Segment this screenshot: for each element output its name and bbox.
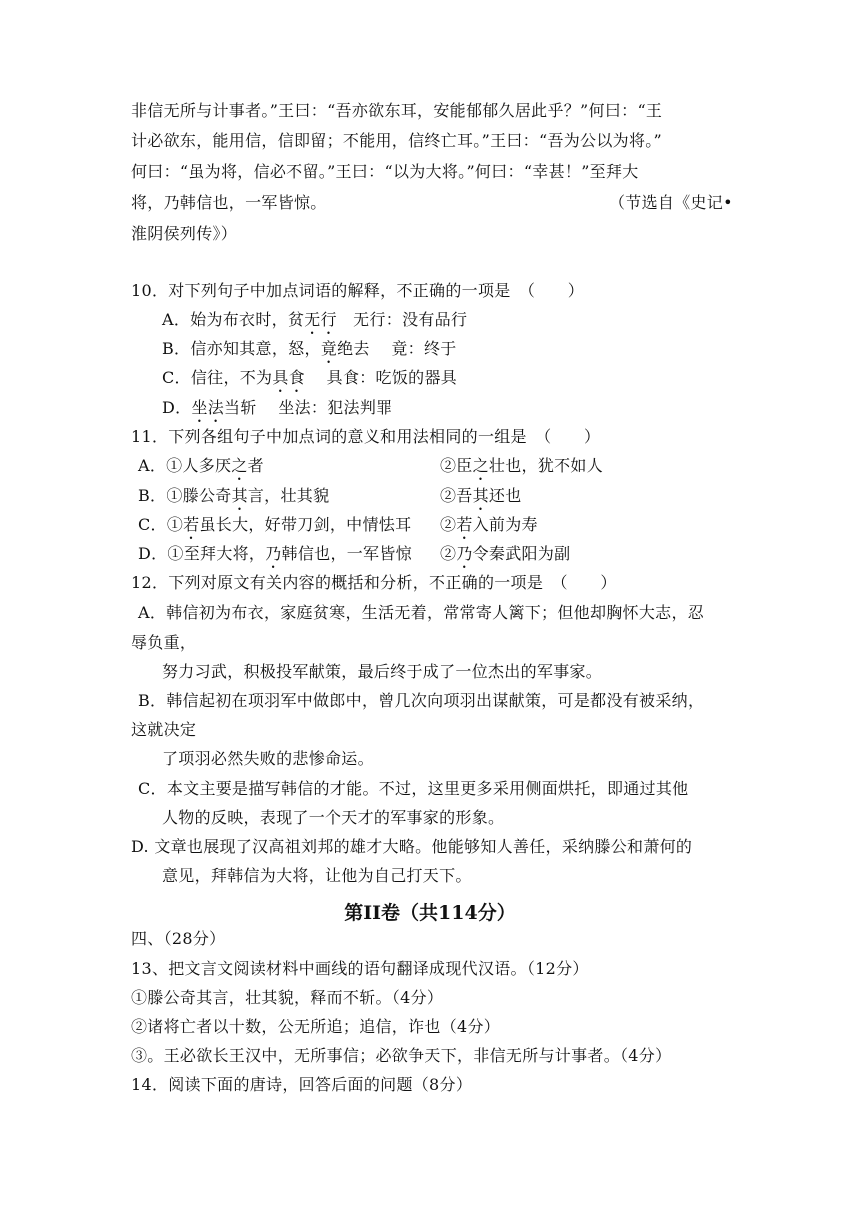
dotted-word: 竟: [320, 339, 338, 358]
q12-option-b: 了项羽必然失败的悲惨命运。: [162, 749, 374, 768]
dotted-word: 之: [231, 456, 248, 475]
option-text: D．①至拜大将，: [138, 544, 266, 563]
question-14-stem: 14．阅读下面的唐诗，回答后面的问题（8分）: [131, 1075, 473, 1094]
part-heading: 四、（28分）: [131, 929, 226, 948]
option-text: 当斩 坐法：犯法判罪: [224, 398, 393, 417]
option-text: B．信亦知其意，怒，: [162, 339, 321, 358]
dotted-word: 若: [456, 515, 473, 534]
option-text: 韩信也，一军皆惊: [281, 544, 412, 563]
q11-option-b-right: [440, 486, 522, 514]
dotted-word: 之: [472, 456, 489, 475]
dotted-word: 乃: [456, 544, 473, 563]
question-11-stem: 11．下列各组句子中加点词的意义和用法相同的一组是 （ ）: [131, 427, 601, 446]
dotted-word: 坐法: [191, 398, 225, 417]
dotted-word: 乃: [265, 544, 282, 563]
dotted-word: 其: [472, 486, 489, 505]
option-text: C．①: [138, 515, 184, 534]
q12-option-d: D. 文章也展现了汉高祖刘邦的雄才大略。他能够知人善任，采纳滕公和萧何的: [131, 837, 693, 856]
option-text: 虽长大，好带刀剑，中情怯耳: [199, 515, 412, 534]
option-text: ②吾: [440, 486, 473, 505]
option-text: ②: [440, 544, 457, 563]
question-10-stem: 10．对下列句子中加点词语的解释，不正确的一项是 （ ）: [131, 281, 585, 300]
option-text: 者: [247, 456, 264, 475]
q11-option-c-left: [138, 515, 411, 543]
option-text: 还也: [488, 486, 522, 505]
option-text: A．①人多厌: [138, 456, 232, 475]
option-text: ②臣: [440, 456, 473, 475]
passage-line: 计必欲东，能用信，信即留；不能用，信终亡耳。”王曰：“吾为公以为将。”: [131, 131, 663, 150]
option-text: 绝去 竟：终于: [337, 339, 457, 358]
option-text: A．始为布衣时，贫: [162, 310, 305, 329]
q10-option-a: [162, 310, 467, 338]
dotted-word: 其: [231, 486, 248, 505]
dotted-word: 若: [183, 515, 200, 534]
section-title: 第II卷（共114分）: [344, 902, 516, 924]
q11-option-a-left: [138, 456, 264, 484]
q13-item-2: ②诸将亡者以十数，公无所追；追信，诈也（4分）: [131, 1017, 501, 1036]
passage-line: 将，乃韩信也，一军皆惊。: [131, 193, 327, 212]
q11-option-d-left: [138, 544, 412, 572]
q11-option-d-right: [440, 544, 570, 572]
q12-option-a: 努力习武，积极投军献策，最后终于成了一位杰出的军事家。: [162, 662, 603, 681]
option-text: ②: [440, 515, 457, 534]
dotted-word: 具食: [272, 368, 305, 387]
option-text: 言，壮其貌: [247, 486, 330, 505]
option-text: 壮也，犹不如人: [488, 456, 604, 475]
dotted-word: 无行: [304, 310, 337, 329]
q10-option-d: [162, 398, 392, 426]
question-13-stem: 13、把文言文阅读材料中画线的语句翻译成现代汉语。（12分）: [131, 959, 589, 978]
q10-option-b: [162, 339, 457, 367]
q13-item-1: ①滕公奇其言，壮其貌，释而不斩。（4分）: [131, 988, 444, 1007]
option-text: 无行：没有品行: [336, 310, 468, 329]
option-text: C．信往，不为: [162, 368, 273, 387]
question-12-stem: 12．下列对原文有关内容的概括和分析，不正确的一项是 （ ）: [131, 573, 617, 592]
q12-option-b: B．韩信起初在项羽军中做郎中，曾几次向项羽出谋献策，可是都没有被采纳，: [138, 691, 705, 710]
q12-option-b: 这就决定: [131, 720, 197, 739]
option-text: 入前为寿: [472, 515, 538, 534]
q11-option-c-right: [440, 515, 538, 543]
passage-line: 何曰：“虽为将，信必不留。”王曰：“以为大将。”何曰：“幸甚！”至拜大: [131, 162, 639, 181]
q11-option-a-right: [440, 456, 603, 484]
passage-source: （节选自《史记•: [609, 193, 733, 212]
option-text: 具食：吃饭的器具: [304, 368, 458, 387]
option-text: B．①滕公奇: [138, 486, 232, 505]
option-text: D．: [162, 398, 192, 417]
q12-option-c: 人物的反映，表现了一个天才的军事家的形象。: [162, 808, 505, 827]
passage-line: 非信无所与计事者。”王曰：“吾亦欲东耳，安能郁郁久居此乎？”何曰：“王: [131, 101, 663, 120]
passage-source: 淮阴侯列传》）: [131, 224, 238, 243]
q12-option-a: 辱负重，: [131, 633, 197, 652]
q12-option-d: 意见，拜韩信为大将，让他为自己打天下。: [162, 866, 472, 885]
q12-option-c: C．本文主要是描写韩信的才能。不过，这里更多采用侧面烘托，即通过其他: [138, 779, 689, 798]
q12-option-a: A．韩信初为布衣，家庭贫寒，生活无着，常常寄人篱下；但他却胸怀大志，忍: [138, 603, 705, 622]
q11-option-b-left: [138, 486, 329, 514]
q10-option-c: [162, 368, 457, 396]
q13-item-3: ③。王必欲长王汉中，无所事信；必欲争天下，非信无所与计事者。（4分）: [131, 1046, 672, 1065]
option-text: 令秦武阳为副: [472, 544, 571, 563]
